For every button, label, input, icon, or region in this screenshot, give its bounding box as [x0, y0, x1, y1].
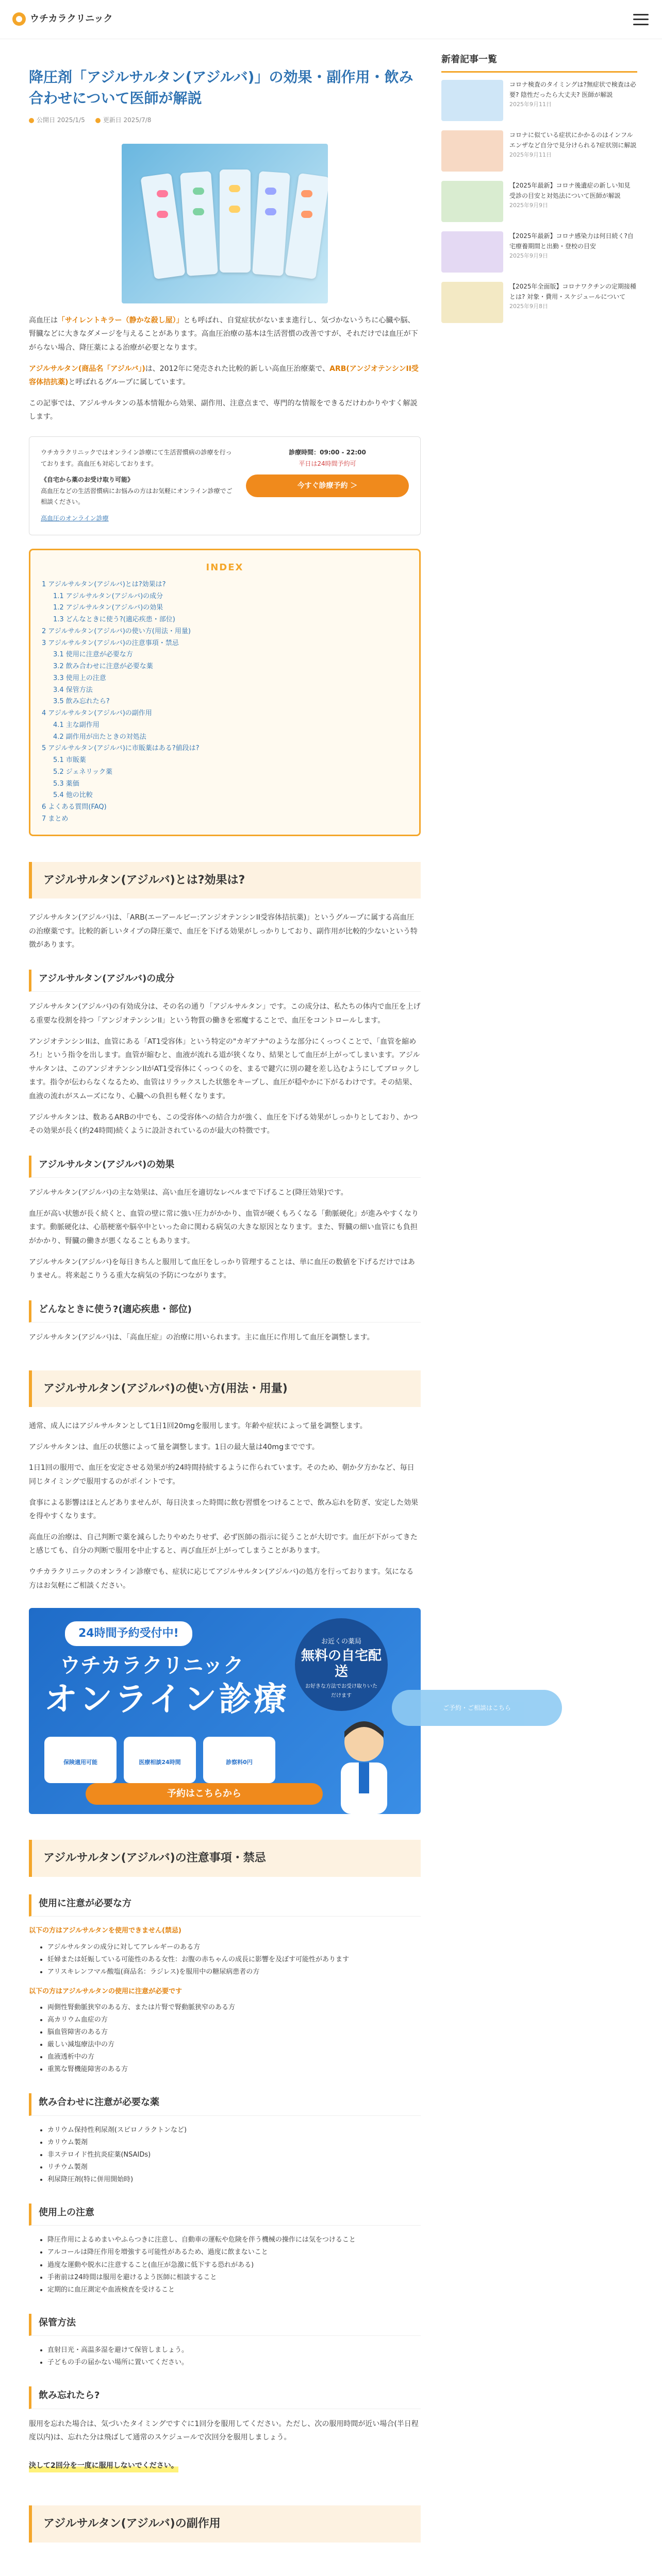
s1-paragraph-4: アジルサルタンは、数あるARBの中でも、この受容体への結合力が強く、血圧を下げる効果がしっかりとしており、かつその効果が長く(約24時間)続くように設計されているのが最大の特徴です。: [29, 1113, 418, 1136]
list-item: • 利尿降圧剤(特に併用開始時): [47, 2174, 421, 2186]
sidebar-article-title[interactable]: 【2025年最新】コロナ感染力は何日続く?自宅療養期間と出勤・登校の目安: [509, 232, 634, 250]
toc-item[interactable]: 6 よくある質問(FAQ): [42, 803, 107, 811]
toc-item[interactable]: 4.2 副作用が出たときの対処法: [53, 733, 146, 741]
banner-tag-24h: 医療相談24時間: [124, 1737, 196, 1783]
toc-list: [42, 579, 408, 825]
subheading-indications: どんなときに使う?(適応疾患・部位): [29, 1300, 421, 1323]
sidebar-article-title[interactable]: 【2025年全面版】コロナワクチンの定期接種とは? 対象・費用・スケジュールについて: [509, 283, 636, 300]
toc-item[interactable]: 5.4 他の比較: [53, 791, 93, 800]
subheading-interactions: 飲み合わせに注意が必要な薬: [29, 2093, 421, 2115]
list-item: • 血液透析中の方: [47, 2051, 421, 2063]
toc-item[interactable]: 3.2 飲み合わせに注意が必要な薬: [53, 663, 153, 671]
section-heading-4: アジルサルタン(アジルバ)の副作用: [29, 2505, 421, 2543]
toc-item[interactable]: 5.2 ジェネリック薬: [53, 768, 113, 776]
cta-desc-3: 高血圧などの生活習慣病にお悩みの方はお気軽にオンライン診療でご相談ください。: [41, 487, 233, 506]
sidebar-article-date: 2025年9月8日: [509, 302, 548, 310]
sidebar-article-title[interactable]: コロナに似ている症状にかかるのはインフルエンザなど自分で見分けられる?症状別に解説: [509, 131, 637, 149]
refresh-icon: [95, 118, 101, 123]
toc-item[interactable]: 7 まとめ: [42, 815, 69, 823]
sidebar-article-date: 2025年9月9日: [509, 252, 548, 259]
cta-desc-2: 《自宅から薬のお受け取り可能》: [41, 476, 134, 484]
missed-dose-paragraph: 服用を忘れた場合は、気づいたタイミングですぐに1回分を服用してください。ただし、次の服用時間が近い場合(半日程度以内)は、忘れた分は飛ばして通常のスケジュールで次回分を服用しましょう。: [29, 2419, 419, 2442]
article-main: [29, 52, 421, 2555]
subheading-effects: アジルサルタン(アジルバ)の効果: [29, 1156, 421, 1178]
toc-item[interactable]: 5.3 薬価: [53, 779, 79, 788]
s1-paragraph-3: アンジオテンシンIIは、血管にある「AT1受容体」という特定の"カギアナ"のような部分にくっつくことで、「血管を縮めろ!」という指令を出します。血管が縮むと、血液が流れる道が狭くなり、結果として血圧が上がってしまいます。アジルサルタンは、このアンジオテンシンIIがAT1受容体にくっつくのを、まるで鍵穴に別の鍵を差し込むようにしてブロックします。指令が伝わらなくなるため、血管はリラックスした状態をキープし、血圧が穏やかに下がるわけです。その結果、血液の流れがスムーズになり、心臓への負担も軽くなります。: [29, 1037, 420, 1100]
section-heading-1: アジルサルタン(アジルバ)とは?効果は?: [29, 862, 421, 899]
subheading-caution: 使用に注意が必要な方: [29, 1894, 421, 1917]
article-thumbnail[interactable]: [441, 130, 503, 172]
list-item: • アジルサルタンの成分に対してアレルギーのある方: [47, 1941, 421, 1954]
toc-item[interactable]: 3.3 使用上の注意: [53, 674, 106, 682]
sidebar-article-date: 2025年9月11日: [509, 151, 552, 158]
storage-list: [29, 2344, 421, 2369]
subheading-storage: 保管方法: [29, 2314, 421, 2336]
site-header: [0, 0, 662, 39]
banner-tag-fee: 診察料0円: [203, 1737, 275, 1783]
hero-image-medicine: [122, 144, 328, 303]
list-item: • アリスキレンフマル酸塩(商品名：ラジレス)を服用中の糖尿病患者の方: [47, 1966, 421, 1978]
sidebar-article[interactable]: [441, 80, 637, 121]
article-thumbnail[interactable]: [441, 181, 503, 222]
floating-reserve-bubble[interactable]: ご予約・ご相談はこちら: [392, 1690, 562, 1726]
sidebar-article-title[interactable]: 【2025年最新】コロナ後遺症の新しい知見 受診の目安と対処法について医師が解説: [509, 182, 631, 199]
list-item: • カリウム保持性利尿剤(スピロノラクトンなど): [47, 2124, 421, 2137]
intro-paragraph-3: この記事では、アジルサルタンの基本情報から効果、副作用、注意点まで、専門的な情報をできるだけわかりやすく解説します。: [29, 399, 418, 421]
sidebar-title: 新着記事一覧: [441, 52, 637, 73]
hypertension-online-link[interactable]: 高血圧のオンライン診療: [41, 514, 109, 522]
updated-date: 更新日 2025/7/8: [95, 115, 152, 126]
list-item: • カリウム製剤: [47, 2137, 421, 2149]
list-item: • 直射日光・高温多湿を避けて保管しましょう。: [47, 2344, 421, 2357]
article-thumbnail[interactable]: [441, 282, 503, 323]
online-consult-banner[interactable]: [29, 1608, 421, 1814]
toc-item[interactable]: 3.5 飲み忘れたら?: [53, 698, 110, 706]
section-heading-3: アジルサルタン(アジルバ)の注意事項・禁忌: [29, 1840, 421, 1877]
toc-item[interactable]: 1.2 アジルサルタン(アジルバ)の効果: [53, 604, 163, 612]
s2-paragraph-5: 高血圧の治療は、自己判断で薬を減らしたりやめたりせず、必ず医師の指示に従うことが大切です。血圧が下がってきたと感じても、自分の判断で服用を中止すると、再び血圧が上がってしまうことがあります。: [29, 1533, 418, 1555]
subheading-precautions: 使用上の注意: [29, 2204, 421, 2226]
banner-reserve-button[interactable]: 予約はこちらから: [86, 1783, 323, 1805]
s1-paragraph-8: アジルサルタン(アジルバ)は、「高血圧症」の治療に用いられます。主に血圧に作用して血圧を調整します。: [29, 1333, 374, 1342]
contraindication-list: [29, 1941, 421, 1978]
list-item: • 手術前は24時間は服用を避けるよう医師に相談すること: [47, 2272, 421, 2284]
intro-paragraph-2: アジルサルタン(商品名「アジルバ」)は、2012年に発売された比較的新しい高血圧治療薬で、ARB(アンジオテンシンII受容体拮抗薬)と呼ばれるグループに属しています。: [29, 364, 419, 387]
article-thumbnail[interactable]: [441, 231, 503, 273]
interaction-list: [29, 2124, 421, 2186]
toc-item[interactable]: 2 アジルサルタン(アジルバ)の使い方(用法・用量): [42, 627, 191, 635]
article-title: 降圧剤「アジルサルタン(アジルバ)」の効果・副作用・飲み合わせについて医師が解説: [29, 69, 413, 107]
banner-title: ウチカラクリニック: [60, 1654, 244, 1678]
toc-item[interactable]: 5.1 市販薬: [53, 756, 86, 765]
list-item: • 高カリウム血症の方: [47, 2014, 421, 2026]
logo-text: ウチカラクリニック: [30, 13, 113, 25]
cta-desc-1: ウチカラクリニックではオンライン診療にて生活習慣病の診療を行っております。高血圧も対応しております。: [41, 448, 232, 467]
toc-item[interactable]: 3.1 使用に注意が必要な方: [53, 651, 133, 659]
s2-paragraph-1: 通常、成人にはアジルサルタンとして1日1回20mgを服用します。年齢や症状によって量を調整します。: [29, 1422, 367, 1431]
logo-icon: [12, 12, 26, 26]
sidebar-article[interactable]: [441, 231, 637, 273]
toc-item[interactable]: 1 アジルサルタン(アジルバ)とは?効果は?: [42, 580, 166, 588]
caution-label: 以下の方はアジルサルタンの使用に注意が必要です: [29, 1987, 182, 1995]
banner-delivery-badge: お近くの薬局 無料の自宅配送 お好きな方法でお受け取りいただけます: [295, 1618, 388, 1711]
sidebar-article-date: 2025年9月9日: [509, 201, 548, 209]
sidebar-article-title[interactable]: コロナ検査のタイミングは?無症状で検査は必要? 陰性だったら大丈夫? 医師が解説: [509, 81, 636, 98]
sidebar-article-date: 2025年9月11日: [509, 100, 552, 108]
sidebar: [441, 52, 637, 2555]
banner-tag-insurance: 保険適用可能: [44, 1737, 117, 1783]
list-item: • アルコールは降圧作用を増強する可能性があるため、過度に飲まないこと: [47, 2246, 421, 2259]
reserve-now-button[interactable]: 今すぐ診療予約 ＞: [246, 474, 409, 497]
table-of-contents: [29, 549, 421, 836]
clock-icon: [29, 118, 34, 123]
sidebar-article[interactable]: [441, 181, 637, 222]
doctor-illustration-icon: [328, 1711, 400, 1814]
online-consult-box: [29, 436, 421, 535]
toc-item[interactable]: 3.4 保管方法: [53, 686, 93, 694]
list-item: • 定期的に血圧測定や血液検査を受けること: [47, 2284, 421, 2296]
s1-paragraph-7: アジルサルタン(アジルバ)を毎日きちんと服用して血圧をしっかり管理することは、単に血圧の数値を下げるだけではありません。将来起こりうる重大な病気の予防につながります。: [29, 1258, 415, 1280]
s2-paragraph-6: ウチカラクリニックのオンライン診療でも、症状に応じてアジルサルタン(アジルバ)の処方を行っております。気になる方はお気軽にご相談ください。: [29, 1568, 414, 1590]
toc-item[interactable]: 5 アジルサルタン(アジルバ)に市販薬はある?値段は?: [42, 744, 200, 753]
section-heading-2: アジルサルタン(アジルバ)の使い方(用法・用量): [29, 1370, 421, 1408]
banner-headline: オンライン診療: [44, 1681, 289, 1719]
intro-paragraph-1: 高血圧は「サイレントキラー（静かな殺し屋）」とも呼ばれ、自覚症状がないまま進行し、気づかないうちに心臓や脳、腎臓などに大きなダメージを与えることがあります。高血圧治療の基本は生活習慣の改善ですが、それだけでは血圧が下がらない場合、降圧薬による治療が必要となります。: [29, 316, 418, 352]
s1-paragraph-5: アジルサルタン(アジルバ)の主な効果は、高い血圧を適切なレベルまで下げること(降圧効果)です。: [29, 1189, 348, 1197]
sidebar-article[interactable]: [441, 130, 637, 172]
sidebar-article-list: [441, 80, 637, 323]
toc-title: INDEX: [206, 562, 244, 573]
precaution-list: [29, 2234, 421, 2296]
list-item: • 重篤な腎機能障害のある方: [47, 2063, 421, 2076]
missed-dose-warning: 決して2回分を一度に服用しないでください。: [29, 2459, 178, 2473]
clinic-hours: 診療時間：09:00 - 22:00: [289, 448, 366, 456]
s2-paragraph-2: アジルサルタンは、血圧の状態によって量を調整します。1日の最大量は40mgまでです。: [29, 1443, 319, 1451]
s1-paragraph-6: 血圧が高い状態が長く続くと、血管の壁に常に強い圧力がかかり、血管が硬くもろくなる「動脈硬化」が進みやすくなります。動脈硬化は、心筋梗塞や脳卒中といった命に関わる病気の大きな原因となります。また、腎臓の細い血管にも負担がかかり、腎臓の働きが悪くなることもあります。: [29, 1209, 419, 1245]
published-date: 公開日 2025/1/5: [29, 115, 85, 126]
caution-list: [29, 2002, 421, 2076]
article-thumbnail[interactable]: [441, 80, 503, 121]
list-item: • 両側性腎動脈狭窄のある方、または片腎で腎動脈狭窄のある方: [47, 2002, 421, 2014]
list-item: • 過度な運動や脱水に注意すること(血圧が急激に低下する恐れがある): [47, 2259, 421, 2272]
list-item: • 子どもの手の届かない場所に置いてください。: [47, 2357, 421, 2369]
contraindication-label: 以下の方はアジルサルタンを使用できません(禁忌): [29, 1927, 181, 1935]
s2-paragraph-4: 食事による影響はほとんどありませんが、毎日決まった時間に飲む習慣をつけることで、飲み忘れを防ぎ、安定した効果を得やすくなります。: [29, 1498, 419, 1521]
s2-paragraph-3: 1日1回の服用で、血圧を安定させる効果が約24時間持続するように作られています。そのため、朝か夕方かなど、毎日同じタイミングで服用するのがポイントです。: [29, 1464, 415, 1486]
article-meta: [29, 115, 421, 126]
sidebar-article[interactable]: [441, 282, 637, 323]
clinic-hours-note: 平日は24時間予約可: [299, 460, 356, 467]
s1-paragraph-1: アジルサルタン(アジルバ)は、「ARB(エーアールビー:アンジオテンシンII受容体拮抗薬)」というグループに属する高血圧の治療薬です。比較的新しいタイプの降圧薬で、血圧を下げる効果がしっかりしており、副作用が比較的少ないという特徴があります。: [29, 913, 418, 950]
hamburger-menu-icon[interactable]: [632, 12, 650, 27]
toc-item[interactable]: 3 アジルサルタン(アジルバ)の注意事項・禁忌: [42, 639, 179, 647]
subheading-ingredients: アジルサルタン(アジルバ)の成分: [29, 970, 421, 992]
list-item: • 妊婦または妊娠している可能性のある女性：お腹の赤ちゃんの成長に影響を及ぼす可能性があります: [47, 1954, 421, 1966]
toc-item[interactable]: 1.3 どんなときに使う?(適応疾患・部位): [53, 616, 175, 624]
list-item: • 脳血管障害のある方: [47, 2026, 421, 2039]
list-item: • リチウム製剤: [47, 2161, 421, 2174]
toc-item[interactable]: 1.1 アジルサルタン(アジルバ)の成分: [53, 592, 163, 600]
list-item: • 非ステロイド性抗炎症薬(NSAIDs): [47, 2149, 421, 2161]
subheading-missed-dose: 飲み忘れたら?: [29, 2386, 421, 2409]
site-logo[interactable]: [12, 11, 113, 27]
toc-item[interactable]: 4 アジルサルタン(アジルバ)の副作用: [42, 709, 152, 718]
banner-ribbon: 24時間予約受付中!: [65, 1621, 192, 1646]
toc-item[interactable]: 4.1 主な副作用: [53, 721, 100, 729]
s1-paragraph-2: アジルサルタン(アジルバ)の有効成分は、その名の通り「アジルサルタン」です。この成分は、私たちの体内で血圧を上げる重要な役割を持つ「アンジオテンシンII」という物質の働きを邪魔することで、血圧をコントロールします。: [29, 1003, 421, 1025]
list-item: • 降圧作用によるめまいやふらつきに注意し、自動車の運転や危険を伴う機械の操作には気をつけること: [47, 2234, 421, 2246]
list-item: • 厳しい減塩療法中の方: [47, 2039, 421, 2051]
